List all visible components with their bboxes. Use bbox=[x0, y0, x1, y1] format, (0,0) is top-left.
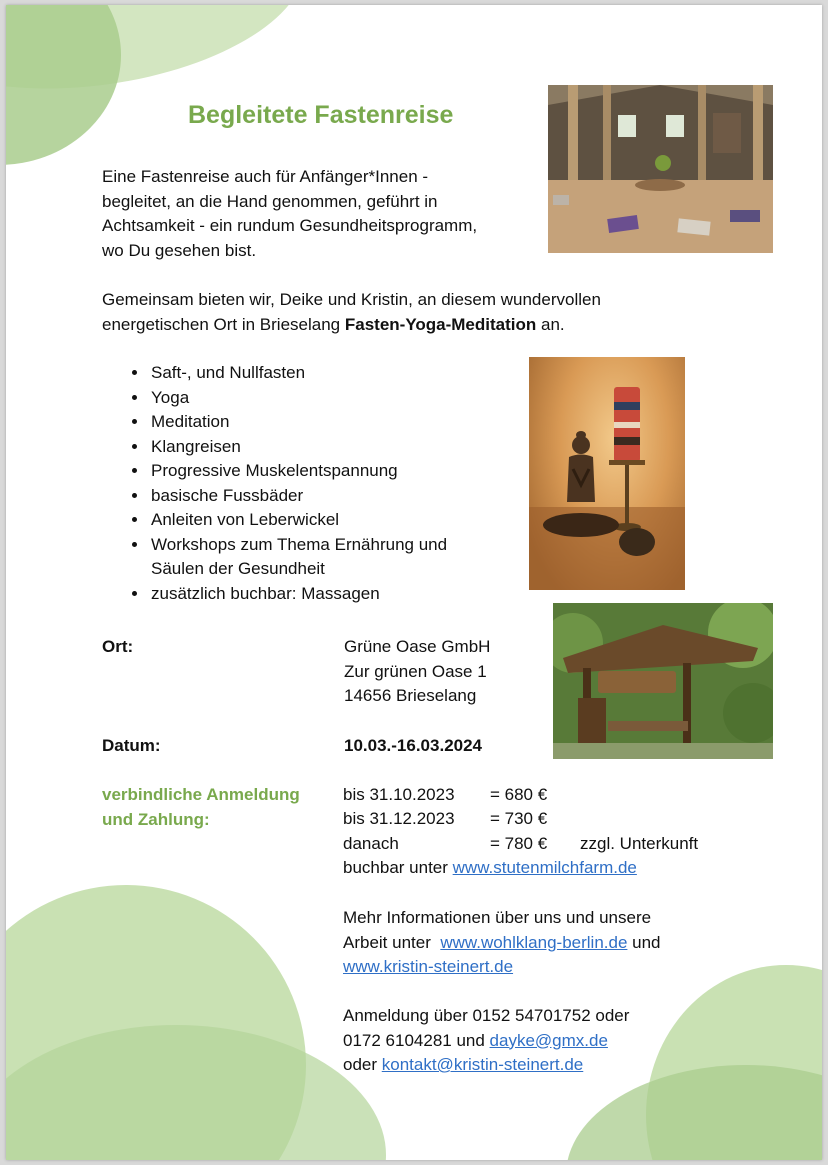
program-list bbox=[124, 361, 539, 606]
kontakt-email-link[interactable]: kontakt@kristin-steinert.de bbox=[381, 1055, 584, 1074]
offer-text bbox=[102, 288, 601, 337]
location-address bbox=[344, 635, 490, 709]
decor-blob-top-left bbox=[6, 5, 121, 165]
meditation-figure-photo bbox=[529, 357, 685, 590]
list-item: • Yoga bbox=[149, 386, 539, 411]
contact-info bbox=[343, 1004, 629, 1078]
price-period: danach bbox=[343, 834, 399, 853]
more-info-line bbox=[343, 931, 661, 956]
dayke-email-link[interactable]: dayke@gmx.de bbox=[489, 1030, 608, 1050]
list-item: • Saft-, und Nullfasten bbox=[149, 361, 539, 386]
contact-line bbox=[343, 1053, 629, 1078]
offer-line: Gemeinsam bieten wir, Deike und Kristin, an diesem wundervollen bbox=[102, 290, 601, 309]
intro-text bbox=[102, 165, 477, 263]
location-label: Ort: bbox=[102, 637, 134, 656]
booking-line bbox=[343, 856, 637, 881]
price-period: bis 31.12.2023 bbox=[343, 809, 455, 828]
intro-line: Eine Fastenreise auch für Anfänger*Innen - bbox=[102, 167, 429, 186]
page-title: Begleitete Fastenreise bbox=[188, 101, 454, 129]
price-period: bis 31.10.2023 bbox=[343, 785, 455, 804]
registration-label bbox=[102, 783, 300, 832]
intro-line: wo Du gesehen bist. bbox=[102, 240, 257, 260]
intro-line: begleitet, an die Hand genommen, geführt in bbox=[102, 191, 438, 211]
contact-line bbox=[343, 1029, 629, 1054]
contact-prefix: 0172 6104281 und bbox=[343, 1030, 490, 1050]
address-line: Grüne Oase GmbH bbox=[344, 637, 491, 656]
price-value: = 730 € bbox=[490, 809, 548, 828]
address-line: 14656 Brieselang bbox=[344, 686, 477, 705]
wohlklang-link[interactable]: www.wohlklang-berlin.de bbox=[440, 932, 628, 952]
registration-label-line: verbindliche Anmeldung bbox=[102, 785, 300, 804]
list-item: • basische Fussbäder bbox=[149, 484, 539, 509]
more-info-suffix: und bbox=[627, 932, 661, 952]
list-item: • zusätzlich buchbar: Massagen bbox=[149, 582, 539, 607]
accommodation-note: zzgl. Unterkunft bbox=[580, 834, 699, 853]
gruene-oase-sign-photo bbox=[553, 603, 773, 759]
intro-line: Achtsamkeit - ein rundum Gesundheitsprogramm, bbox=[102, 216, 478, 235]
price-value: = 680 € bbox=[490, 785, 548, 804]
registration-label-line: und Zahlung: bbox=[102, 809, 210, 829]
offer-suffix: an. bbox=[536, 314, 565, 334]
contact-prefix: oder bbox=[343, 1055, 382, 1074]
decor-blob-bottom-right-2 bbox=[566, 1065, 822, 1160]
kristin-steinert-link[interactable]: www.kristin-steinert.de bbox=[343, 957, 514, 976]
list-item: • Anleiten von Leberwickel bbox=[149, 508, 539, 533]
list-item: • Workshops zum Thema Ernährung und Säulen der Gesundheit bbox=[149, 533, 491, 582]
decor-blob-bottom-left-2 bbox=[6, 1025, 386, 1160]
offer-prefix: energetischen Ort in Brieselang bbox=[102, 314, 345, 334]
offer-highlight: Fasten-Yoga-Meditation bbox=[344, 314, 537, 334]
price-value: = 780 € bbox=[490, 834, 548, 853]
list-item: • Progressive Muskelentspannung bbox=[149, 459, 539, 484]
stutenmilchfarm-link[interactable]: www.stutenmilchfarm.de bbox=[452, 858, 637, 877]
more-info-line: Mehr Informationen über uns und unsere bbox=[343, 908, 652, 927]
list-item: • Meditation bbox=[149, 410, 539, 435]
offer-line bbox=[102, 313, 601, 338]
more-info bbox=[343, 906, 661, 980]
list-item: • Klangreisen bbox=[149, 435, 539, 460]
booking-prefix: buchbar unter bbox=[343, 858, 453, 877]
address-line: Zur grünen Oase 1 bbox=[344, 661, 487, 681]
flyer-page bbox=[6, 5, 822, 1160]
date-label: Datum: bbox=[102, 736, 161, 755]
date-value: 10.03.-16.03.2024 bbox=[344, 736, 483, 755]
more-info-prefix: Arbeit unter bbox=[343, 932, 441, 952]
contact-line: Anmeldung über 0152 54701752 oder bbox=[343, 1006, 630, 1025]
yoga-room-photo bbox=[548, 85, 773, 253]
